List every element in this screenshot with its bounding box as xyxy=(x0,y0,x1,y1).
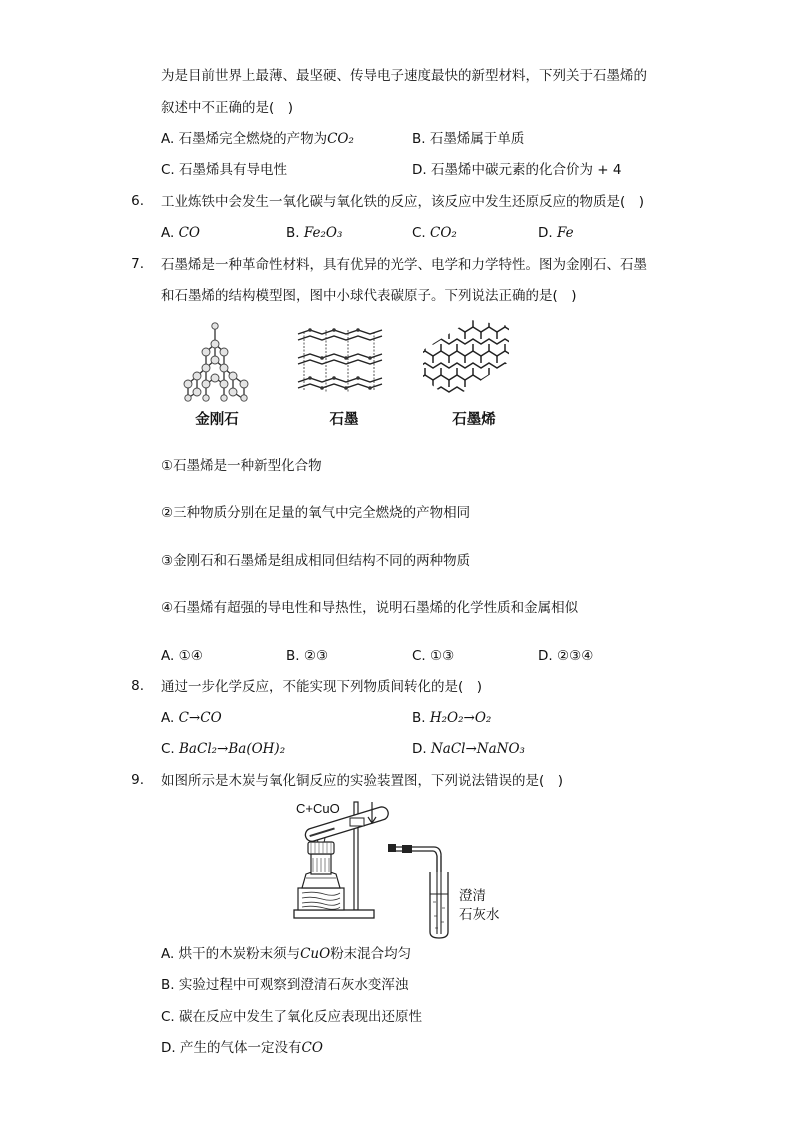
option-text: ①④ xyxy=(178,648,203,664)
diamond-structure-diagram xyxy=(176,322,256,400)
q6-option-b[interactable] xyxy=(286,224,342,242)
option-formula: Fe xyxy=(556,225,574,241)
option-letter: A. xyxy=(161,648,175,664)
option-letter: D. xyxy=(161,1040,176,1056)
q5-option-b[interactable] xyxy=(412,130,524,148)
option-text: ②③ xyxy=(303,648,329,664)
apparatus-label-water-2: 石灰水 xyxy=(459,907,500,923)
option-formula: CuO xyxy=(300,946,331,962)
q7-option-c[interactable] xyxy=(412,647,454,665)
option-letter: A. xyxy=(161,710,175,726)
q9-number: 9. xyxy=(131,772,144,788)
q8-option-a[interactable] xyxy=(161,709,222,727)
option-formula: H₂O₂→O₂ xyxy=(429,710,492,726)
option-letter: B. xyxy=(286,225,300,241)
option-text-2: 粉末混合均匀 xyxy=(330,946,412,962)
option-letter: D. xyxy=(538,648,553,664)
q7-statement-2: ②三种物质分别在足量的氧气中完全燃烧的产物相同 xyxy=(161,505,471,521)
q5-stem-line1: 为是目前世界上最薄、最坚硬、传导电子速度最快的新型材料，下列关于石墨烯的 xyxy=(161,68,647,84)
option-text: 石墨烯完全燃烧的产物为 xyxy=(178,131,328,147)
graphene-structure-diagram xyxy=(421,318,511,402)
option-text: 石墨烯属于单质 xyxy=(429,131,525,147)
figure-label-graphene: 石墨烯 xyxy=(452,412,496,428)
q9-stem: 如图所示是木炭与氧化铜反应的实验装置图，下列说法错误的是( ) xyxy=(161,773,564,789)
option-formula: CO₂ xyxy=(430,225,457,241)
option-letter: C. xyxy=(161,1009,175,1025)
graphite-structure-diagram xyxy=(296,326,384,398)
option-letter: B. xyxy=(412,131,426,147)
q7-stem-line1: 石墨烯是一种革命性材料，具有优异的光学、电学和力学特性。图为金刚石、石墨 xyxy=(161,257,647,273)
q6-option-d[interactable] xyxy=(538,224,574,242)
option-text: ②③④ xyxy=(556,648,594,664)
q5-option-d[interactable] xyxy=(412,161,621,179)
option-letter: C. xyxy=(161,162,175,178)
q9-option-b[interactable] xyxy=(161,976,408,994)
option-formula: CO xyxy=(301,1040,323,1056)
q8-number: 8. xyxy=(131,678,144,694)
option-text: 产生的气体一定没有 xyxy=(179,1040,302,1056)
q9-option-d[interactable] xyxy=(161,1039,323,1057)
q7-statement-4: ④石墨烯有超强的导电性和导热性，说明石墨烯的化学性质和金属相似 xyxy=(161,600,579,616)
option-formula: NaCl→NaNO₃ xyxy=(430,741,525,757)
q6-number: 6. xyxy=(131,193,144,209)
q7-option-d[interactable] xyxy=(538,647,593,665)
option-text: ①③ xyxy=(430,648,455,664)
option-formula: C→CO xyxy=(178,710,222,726)
option-letter: B. xyxy=(286,648,300,664)
option-letter: B. xyxy=(161,977,175,993)
q5-option-a[interactable] xyxy=(161,130,354,148)
option-letter: A. xyxy=(161,225,175,241)
q7-option-a[interactable] xyxy=(161,647,203,665)
q9-option-a[interactable] xyxy=(161,945,411,963)
option-text: 石墨烯具有导电性 xyxy=(179,162,288,178)
option-formula: Fe₂O₃ xyxy=(303,225,343,241)
q7-statement-3: ③金刚石和石墨烯是组成相同但结构不同的两种物质 xyxy=(161,553,471,569)
option-letter: D. xyxy=(412,162,427,178)
q8-stem: 通过一步化学反应，不能实现下列物质间转化的是( ) xyxy=(161,679,483,695)
option-letter: D. xyxy=(412,741,427,757)
q6-stem: 工业炼铁中会发生一氧化碳与氧化铁的反应，该反应中发生还原反应的物质是( ) xyxy=(161,194,645,210)
q7-option-b[interactable] xyxy=(286,647,328,665)
option-formula: CO xyxy=(178,225,200,241)
option-letter: C. xyxy=(412,225,426,241)
q8-option-d[interactable] xyxy=(412,740,525,758)
q9-option-c[interactable] xyxy=(161,1008,422,1026)
q7-number: 7. xyxy=(131,256,144,272)
q8-option-c[interactable] xyxy=(161,740,285,758)
option-formula: CO₂ xyxy=(327,131,354,147)
option-letter: D. xyxy=(538,225,553,241)
q5-stem-line2: 叙述中不正确的是( ) xyxy=(161,100,294,116)
q7-stem-line2: 和石墨烯的结构模型图，图中小球代表碳原子。下列说法正确的是( ) xyxy=(161,288,577,304)
option-text: 石墨烯中碳元素的化合价为 + 4 xyxy=(430,162,622,178)
option-text: 碳在反应中发生了氧化反应表现出还原性 xyxy=(179,1009,423,1025)
option-text: 实验过程中可观察到澄清石灰水变浑浊 xyxy=(178,977,409,993)
apparatus-label-c-cuo: C+CuO xyxy=(296,801,340,816)
option-text: 烘干的木炭粉末须与 xyxy=(178,946,301,962)
apparatus-label-water-1: 澄清 xyxy=(459,888,486,904)
option-letter: B. xyxy=(412,710,426,726)
q8-option-b[interactable] xyxy=(412,709,491,727)
option-letter: A. xyxy=(161,131,175,147)
figure-label-diamond: 金刚石 xyxy=(195,412,239,428)
option-letter: C. xyxy=(412,648,426,664)
option-formula: BaCl₂→Ba(OH)₂ xyxy=(179,741,286,757)
option-letter: C. xyxy=(161,741,175,757)
q6-option-a[interactable] xyxy=(161,224,200,242)
q5-option-c[interactable] xyxy=(161,161,287,179)
option-letter: A. xyxy=(161,946,175,962)
q7-statement-1: ①石墨烯是一种新型化合物 xyxy=(161,458,322,474)
q6-option-c[interactable] xyxy=(412,224,457,242)
figure-label-graphite: 石墨 xyxy=(329,412,359,428)
